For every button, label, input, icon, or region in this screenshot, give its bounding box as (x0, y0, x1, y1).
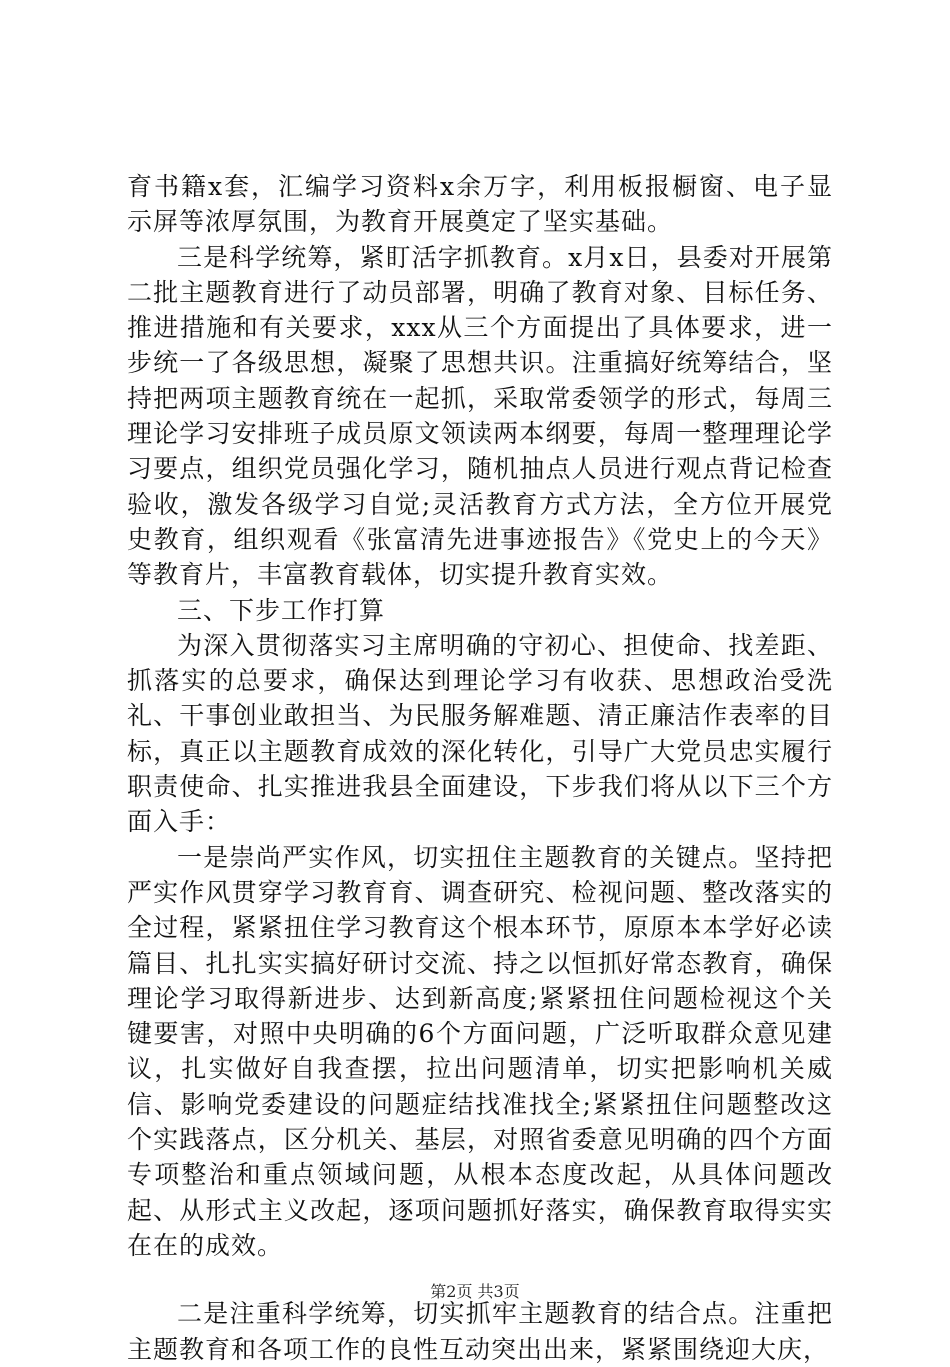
section-heading-next-steps: 三、下步工作打算 (177, 595, 386, 625)
page-number-label: 第2页 共3页 (430, 1282, 520, 1301)
page-footer (0, 1282, 950, 1302)
paragraph-item-one: 一是崇尚严实作风，切实扭住主题教育的关键点。坚持把严实作风贯穿学习教育育、调查研究、检视问题、整改落实的全过程，紧紧扭住学习教育这个根本环节，原原本本学好必读篇目、扎扎实实搞好研讨交流、持之以恒抓好常态教育，确保理论学习取得新进步、达到新高度;紧紧扭住问题检视这个关键要害，对照中央明确的6个方面问题，广泛听取群众意见建议，扎实做好自我查摆，拉出问题清单，切实把影响机关威信、影响党委建设的问题症结找准找全;紧紧扭住问题整改这个实践落点，区分机关、基层，对照省委意见明确的四个方面专项整治和重点领域问题，从根本态度改起，从具体问题改起、从形式主义改起，逐项问题抓好落实，确保教育取得实实在在的成效。 (127, 842, 833, 1260)
paragraph-item-two: 二是注重科学统筹，切实抓牢主题教育的结合点。注重把主题教育和各项工作的良性互动突出出来，紧紧围绕迎大庆， (127, 1299, 833, 1364)
paragraph-continuation: 育书籍x套，汇编学习资料x余万字，利用板报橱窗、电子显示屏等浓厚氛围，为教育开展奠定了坚实基础。 (127, 172, 833, 237)
paragraph-item-three: 三是科学统筹，紧盯活字抓教育。x月x日，县委对开展第二批主题教育进行了动员部署，明确了教育对象、目标任务、推进措施和有关要求，xxx从三个方面提出了具体要求，进一步统一了各级思想，凝聚了思想共识。注重搞好统筹结合，坚持把两项主题教育统在一起抓，采取常委领学的形式，每周三理论学习安排班子成员原文领读两本纲要，每周一整理理论学习要点，组织党员强化学习，随机抽点人员进行观点背记检查验收，激发各级学习自觉;灵活教育方式方法，全方位开展党史教育，组织观看《张富清先进事迹报告》《党史上的今天》等教育片，丰富教育载体，切实提升教育实效。 (127, 242, 833, 590)
document-body (127, 169, 833, 1367)
paragraph-intro: 为深入贯彻落实习主席明确的守初心、担使命、找差距、抓落实的总要求，确保达到理论学习有收获、思想政治受洗礼、干事创业敢担当、为民服务解难题、清正廉洁作表率的目标，真正以主题教育成效的深化转化，引导广大党员忠实履行职责使命、扎实推进我县全面建设，下步我们将从以下三个方面入手： (127, 630, 833, 837)
